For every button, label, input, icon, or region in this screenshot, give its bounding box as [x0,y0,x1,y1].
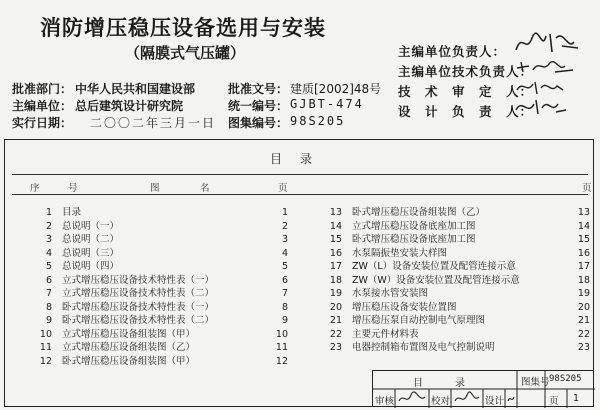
toc-row [40,301,290,314]
effective-date-label: 实行日期： [12,116,73,130]
toc-row-number: 11 [39,342,52,353]
toc-row-number: 23 [329,342,342,353]
document-subtitle: （隔膜式气压罐） [125,44,246,62]
toc-row-page: 2 [281,220,288,232]
toc-row-title: 电器控制箱布置图及电气控制说明 [352,342,495,353]
signature-tech-reviewer [515,78,565,96]
toc-row-number: 12 [39,355,52,367]
toc-row [330,260,592,273]
toc-row-title: 总说明（二） [62,234,120,245]
col-no-head-2: 号 [68,183,78,194]
toc-row [40,341,290,354]
toc-row-number: 7 [45,288,52,299]
toc-row-number: 3 [45,234,52,245]
title-block-page-label: 页 [549,396,559,407]
toc-row [330,206,592,219]
toc-row [330,220,592,233]
toc-heading: 目录 [269,152,330,166]
toc-row-title: 总说明（一） [62,220,120,232]
toc-rule-bottom [12,194,588,195]
toc-row-title: 水泵隔振垫安装大样图 [352,247,448,259]
toc-row [330,233,592,246]
toc-row-page: 11 [275,342,288,353]
toc-row [40,328,290,341]
title-block-gridlines [373,371,595,408]
toc-row-page: 12 [275,355,288,367]
effective-date-value: 二〇〇二年三月一日 [90,116,217,130]
toc-row [330,287,592,300]
unified-no-value: GJBT-474 [290,97,364,111]
toc-row-number: 10 [39,328,52,340]
toc-row-title: 卧式增压稳压设备组装图（乙） [352,207,486,218]
toc-row-title: 立式增压稳压设备底座加工图 [352,220,476,232]
toc-row-page: 21 [577,315,590,326]
toc-row-page: 7 [281,288,288,299]
chief-unit-head-label: 主编单位负责人： [398,44,507,59]
toc-row-title: 卧式增压稳压设备组装图（甲） [62,355,196,367]
toc-row-page: 13 [577,207,590,218]
toc-row [330,301,592,314]
toc-row-number: 20 [329,301,342,313]
atlas-no-value: 98S205 [290,114,346,128]
toc-row-page: 9 [281,315,288,326]
approval-doc-no-label: 批准文号： [228,82,289,96]
toc-row-page: 14 [577,220,590,232]
toc-row-number: 9 [45,315,52,326]
toc-row-title: 卧式增压稳压设备技术特性表（一） [62,301,215,313]
title-block-review-label: 审核 [375,396,395,407]
title-block-atlas-label: 图集号 [521,377,550,388]
toc-row-number: 1 [45,207,52,218]
col-name-head-2: 名 [200,183,210,194]
title-block-check-label: 校对 [431,396,451,407]
toc-row-title: 立式增压稳压设备组装图（乙） [62,342,196,353]
toc-row-page: 8 [281,301,288,313]
toc-row [40,247,290,260]
toc-row [40,355,290,368]
toc-row-page: 10 [275,328,288,340]
title-block-design-label: 设计 [485,396,505,407]
toc-row-page: 1 [281,207,288,218]
col-page-head: 页 [278,183,288,194]
signature-chief-tech-head [515,58,575,76]
toc-row-title: 增压稳压设备安装位置图 [352,301,457,313]
design-lead-label: 设 计 负 责 人： [398,104,534,119]
toc-row [40,233,290,246]
atlas-no-label: 图集编号： [228,116,289,130]
toc-rule-top [12,174,588,175]
toc-row [40,314,290,327]
toc-row-page: 6 [281,274,288,286]
toc-row [330,247,592,260]
toc-row-page: 3 [281,234,288,245]
toc-row-title: 总说明（三） [62,247,120,259]
toc-row-page: 18 [577,274,590,286]
toc-row [40,287,290,300]
toc-row-title: 立式增压稳压设备组装图（甲） [62,328,196,340]
toc-row-number: 17 [329,261,342,272]
toc-row-number: 5 [45,261,52,272]
chief-tech-head-label: 主编单位技术负责人： [398,64,534,79]
toc-row [40,206,290,219]
toc-row-title: ZW（W）设备安装位置及配管连接示意 [352,274,520,286]
approval-doc-no-value: 建质[2002]48号 [290,82,382,96]
title-block-page-no: 1 [573,393,580,404]
toc-row [330,341,592,354]
toc-row-number: 19 [329,288,342,299]
toc-row-page: 4 [281,247,288,259]
toc-row-number: 6 [45,274,52,286]
toc-row-page: 16 [577,247,590,259]
toc-row-number: 22 [329,328,342,340]
toc-row-page: 17 [577,261,590,272]
toc-row-page: 22 [577,328,590,340]
toc-row-title: 卧式增压稳压设备技术特性表（二） [62,315,215,326]
toc-row-number: 13 [329,207,342,218]
toc-row-number: 14 [329,220,342,232]
toc-row-number: 4 [45,247,52,259]
toc-row-title: ZW（L）设备安装位置及配管连接示意 [352,261,516,272]
signature-chief-unit-head [512,28,582,58]
toc-row-title: 立式增压稳压设备技术特性表（二） [62,288,215,299]
toc-row-number: 21 [329,315,342,326]
toc-row-title: 卧式增压稳压设备底座加工图 [352,234,476,245]
toc-row [40,274,290,287]
col-page-head-right: 页 [582,183,592,194]
toc-row-number: 2 [45,220,52,232]
toc-row-page: 23 [577,342,590,353]
toc-row-title: 目录 [62,207,82,218]
title-block [372,370,594,407]
toc-row-number: 8 [45,301,52,313]
toc-row-number: 18 [329,274,342,286]
toc-row-title: 总说明（四） [62,261,120,272]
toc-row [330,274,592,287]
toc-row [40,260,290,273]
toc-row [330,328,592,341]
approval-dept-label: 批准部门： [12,82,73,96]
col-name-head: 图 [150,183,160,194]
approval-dept-value: 中华人民共和国建设部 [75,82,196,96]
toc-row-title: 增压稳压泵自动控制电气原理图 [352,315,486,326]
toc-row [40,220,290,233]
toc-row-title: 立式增压稳压设备技术特性表（一） [62,274,215,286]
toc-row-page: 15 [577,234,590,245]
tech-reviewer-label: 技 术 审 定 人： [398,84,534,99]
editor-unit-label: 主编单位： [12,99,73,113]
title-block-name: 目 录 [413,378,469,389]
toc-row-page: 5 [281,261,288,272]
toc-row [330,314,592,327]
toc-row-title: 主要元件材料表 [352,328,419,340]
signature-design-lead [512,96,568,118]
toc-row-number: 15 [329,234,342,245]
toc-row-page: 20 [577,301,590,313]
toc-row-title: 水泵接水管安装图 [352,288,429,299]
toc-row-page: 19 [577,288,590,299]
col-no-head: 序 [30,183,40,194]
document-title: 消防增压稳压设备选用与安装 [40,16,326,40]
toc-row-number: 16 [329,247,342,259]
title-block-atlas-no: 98S205 [549,374,582,384]
editor-unit-value: 总后建筑设计研究院 [75,99,184,113]
unified-no-label: 统一编号： [228,99,289,113]
